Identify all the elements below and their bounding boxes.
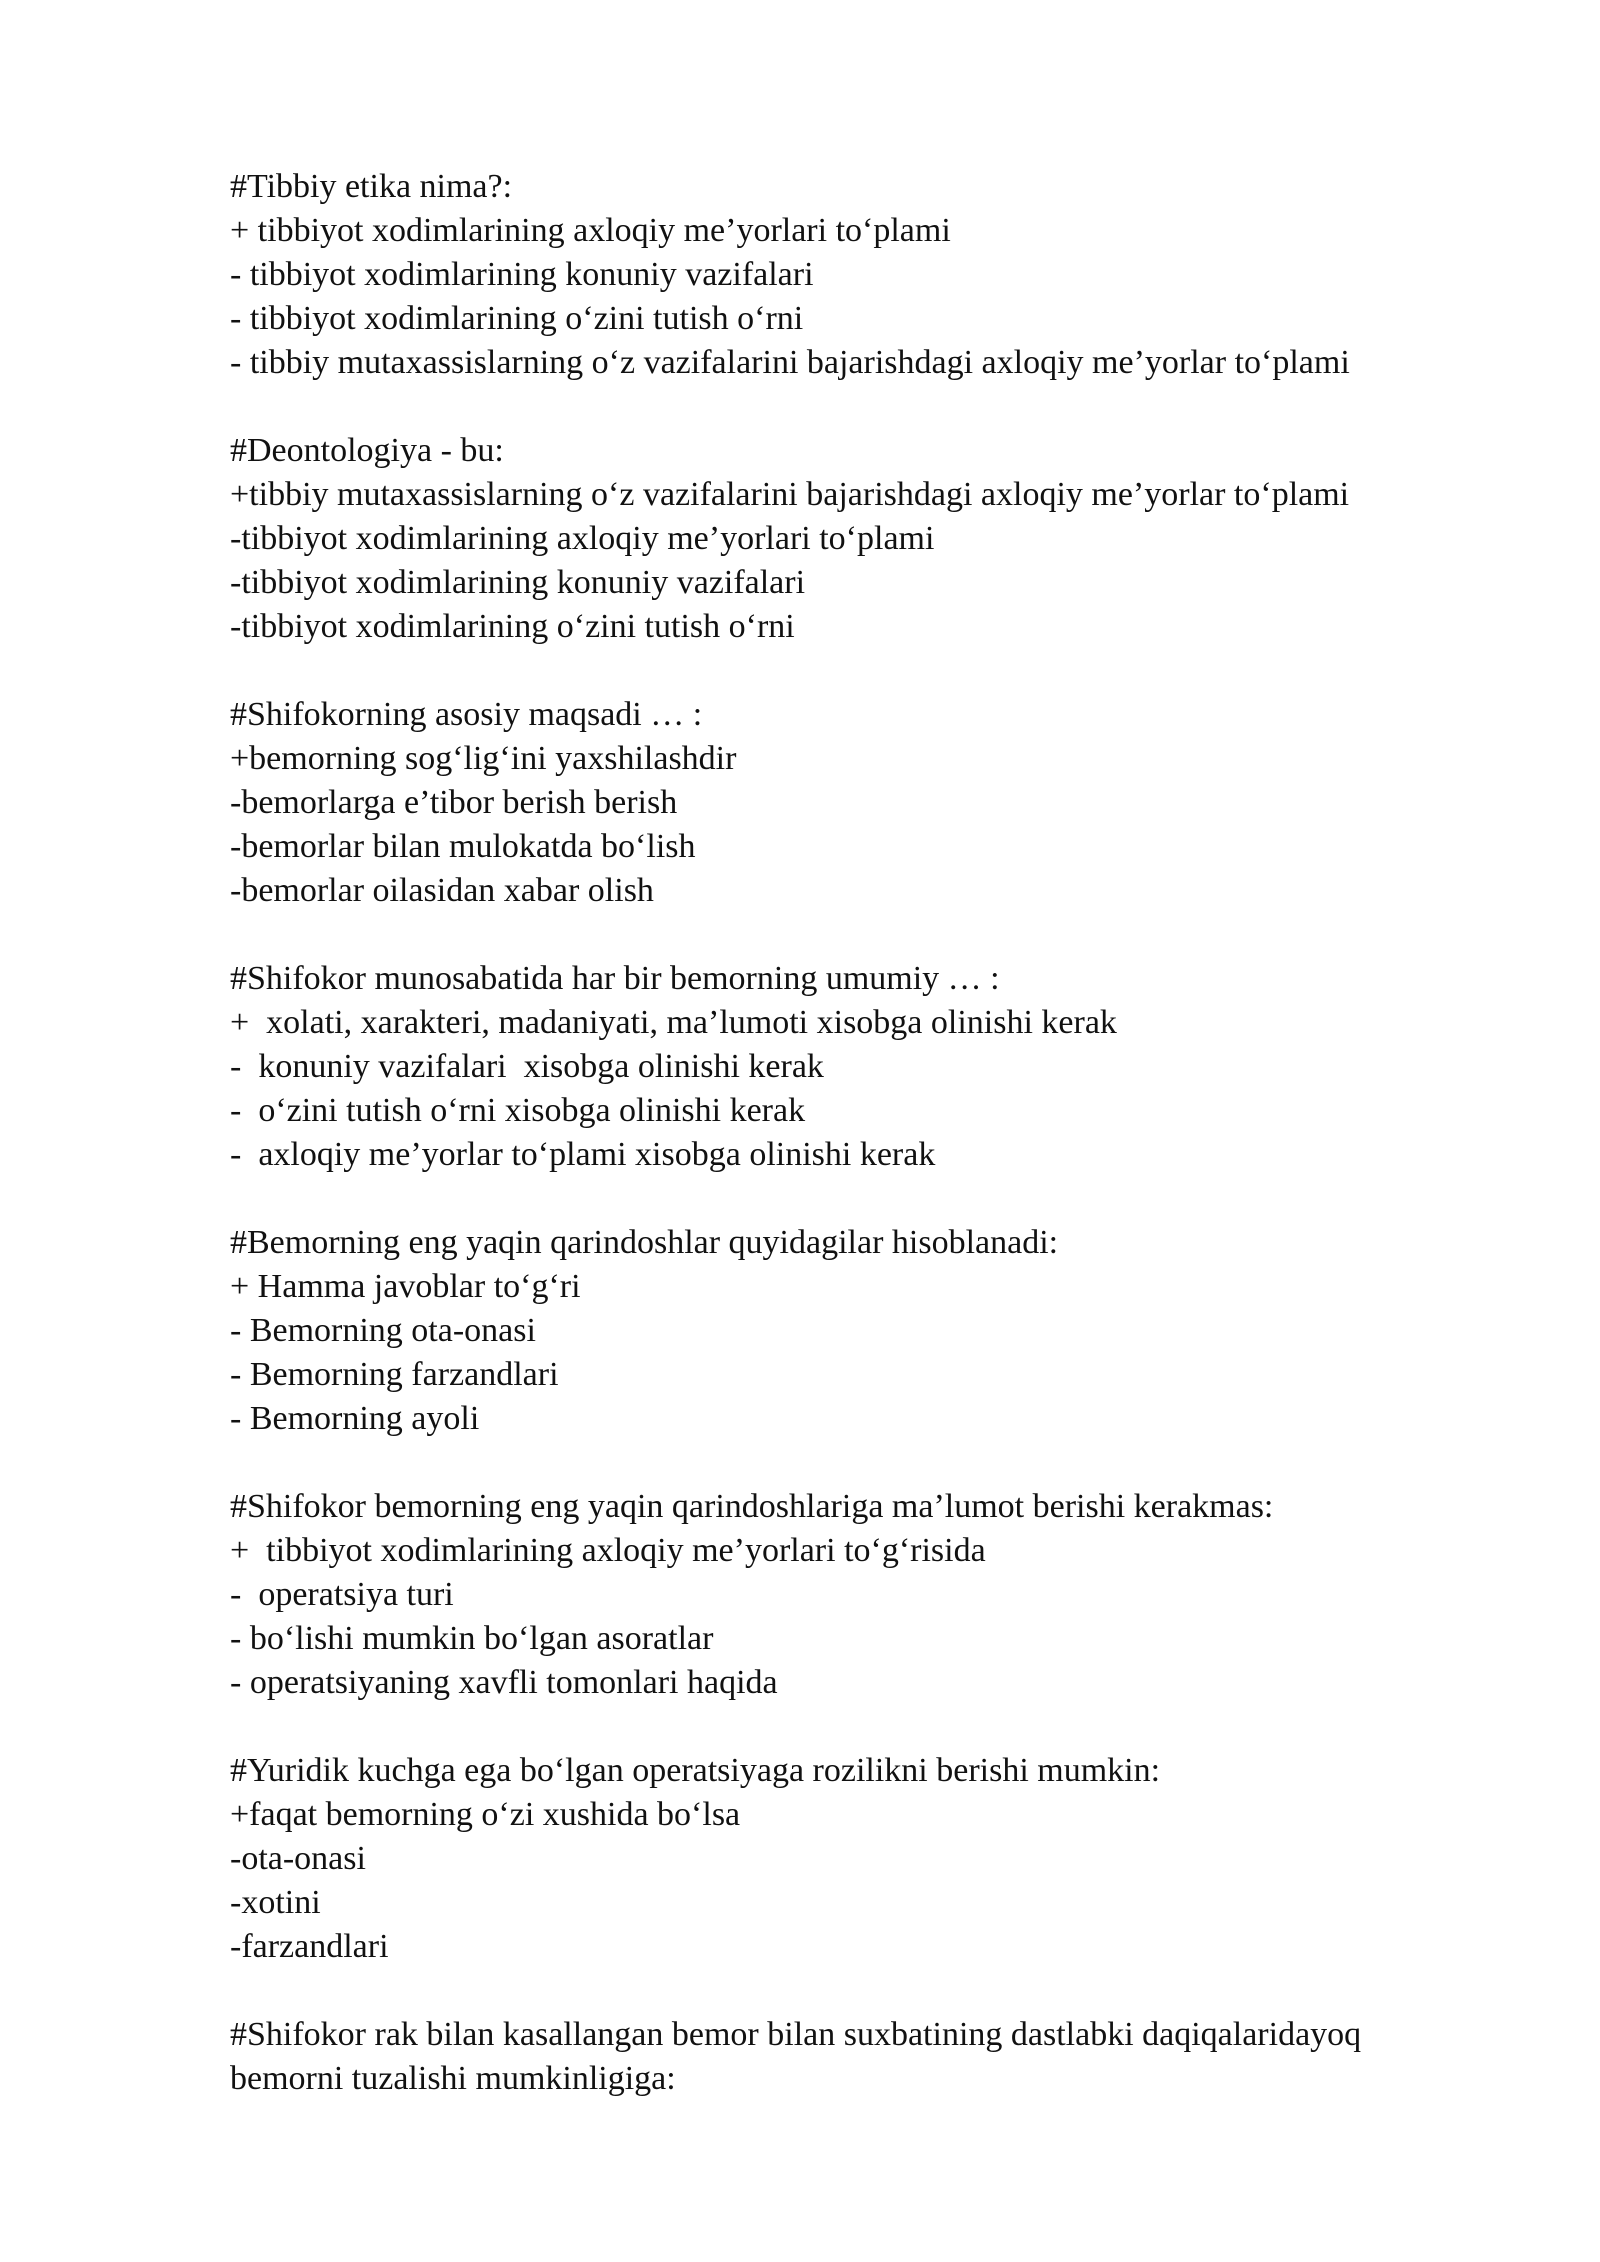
answer-option: - konuniy vazifalari xisobga olinishi kerak <box>230 1048 824 1085</box>
question-text: #Deontologiya - bu: <box>230 432 504 469</box>
question-text: #Tibbiy etika nima?: <box>230 168 513 205</box>
question-text: #Shifokor bemorning eng yaqin qarindoshlariga ma’lumot berishi kerakmas: <box>230 1488 1274 1525</box>
answer-option-correct: + tibbiyot xodimlarining axloqiy me’yorlari to‘g‘risida <box>230 1532 986 1569</box>
answer-option: - operatsiya turi <box>230 1576 454 1613</box>
answer-option: -farzandlari <box>230 1928 389 1965</box>
question-block-7 <box>230 1749 1530 1969</box>
question-block-4 <box>230 957 1530 1177</box>
answer-option: - o‘zini tutish o‘rni xisobga olinishi kerak <box>230 1092 806 1129</box>
answer-option: -tibbiyot xodimlarining axloqiy me’yorlari to‘plami <box>230 520 935 557</box>
question-text-continued: bemorni tuzalishi mumkinligiga: <box>230 2060 676 2097</box>
answer-option: - axloqiy me’yorlar to‘plami xisobga olinishi kerak <box>230 1136 936 1173</box>
answer-option-correct: + xolati, xarakteri, madaniyati, ma’lumoti xisobga olinishi kerak <box>230 1004 1117 1041</box>
answer-option: - Bemorning ota-onasi <box>230 1312 536 1349</box>
answer-option: -bemorlar bilan mulokatda bo‘lish <box>230 828 696 865</box>
question-block-3 <box>230 693 1530 913</box>
question-block-2 <box>230 429 1530 649</box>
question-block-1 <box>230 165 1530 385</box>
answer-option: -xotini <box>230 1884 321 1921</box>
answer-option: -bemorlarga e’tibor berish berish <box>230 784 678 821</box>
answer-option: - Bemorning farzandlari <box>230 1356 559 1393</box>
answer-option: - operatsiyaning xavfli tomonlari haqida <box>230 1664 778 1701</box>
answer-option: -ota-onasi <box>230 1840 366 1877</box>
answer-option: -tibbiyot xodimlarining o‘zini tutish o‘rni <box>230 608 795 645</box>
answer-option: - Bemorning ayoli <box>230 1400 480 1437</box>
question-text: #Shifokorning asosiy maqsadi … : <box>230 696 703 733</box>
answer-option-correct: + tibbiyot xodimlarining axloqiy me’yorlari to‘plami <box>230 212 951 249</box>
document-body <box>230 165 1530 2145</box>
question-text: #Shifokor rak bilan kasallangan bemor bilan suxbatining dastlabki daqiqalaridayoq <box>230 2016 1362 2053</box>
question-block-8 <box>230 2013 1530 2101</box>
answer-option: - bo‘lishi mumkin bo‘lgan asoratlar <box>230 1620 714 1657</box>
answer-option: - tibbiy mutaxassislarning o‘z vazifalarini bajarishdagi axloqiy me’yorlar to‘plami <box>230 344 1350 381</box>
answer-option: - tibbiyot xodimlarining o‘zini tutish o‘rni <box>230 300 804 337</box>
answer-option-correct: +tibbiy mutaxassislarning o‘z vazifalarini bajarishdagi axloqiy me’yorlar to‘plami <box>230 476 1350 513</box>
answer-option: -tibbiyot xodimlarining konuniy vazifalari <box>230 564 806 601</box>
question-block-5 <box>230 1221 1530 1441</box>
answer-option-correct: + Hamma javoblar to‘g‘ri <box>230 1268 581 1305</box>
question-text: #Shifokor munosabatida har bir bemorning umumiy … : <box>230 960 1000 997</box>
answer-option-correct: +bemorning sog‘lig‘ini yaxshilashdir <box>230 740 737 777</box>
question-text: #Bemorning eng yaqin qarindoshlar quyidagilar hisoblanadi: <box>230 1224 1059 1261</box>
question-block-6 <box>230 1485 1530 1705</box>
question-text: #Yuridik kuchga ega bo‘lgan operatsiyaga rozilikni berishi mumkin: <box>230 1752 1161 1789</box>
answer-option: -bemorlar oilasidan xabar olish <box>230 872 654 909</box>
answer-option: - tibbiyot xodimlarining konuniy vazifalari <box>230 256 814 293</box>
answer-option-correct: +faqat bemorning o‘zi xushida bo‘lsa <box>230 1796 741 1833</box>
